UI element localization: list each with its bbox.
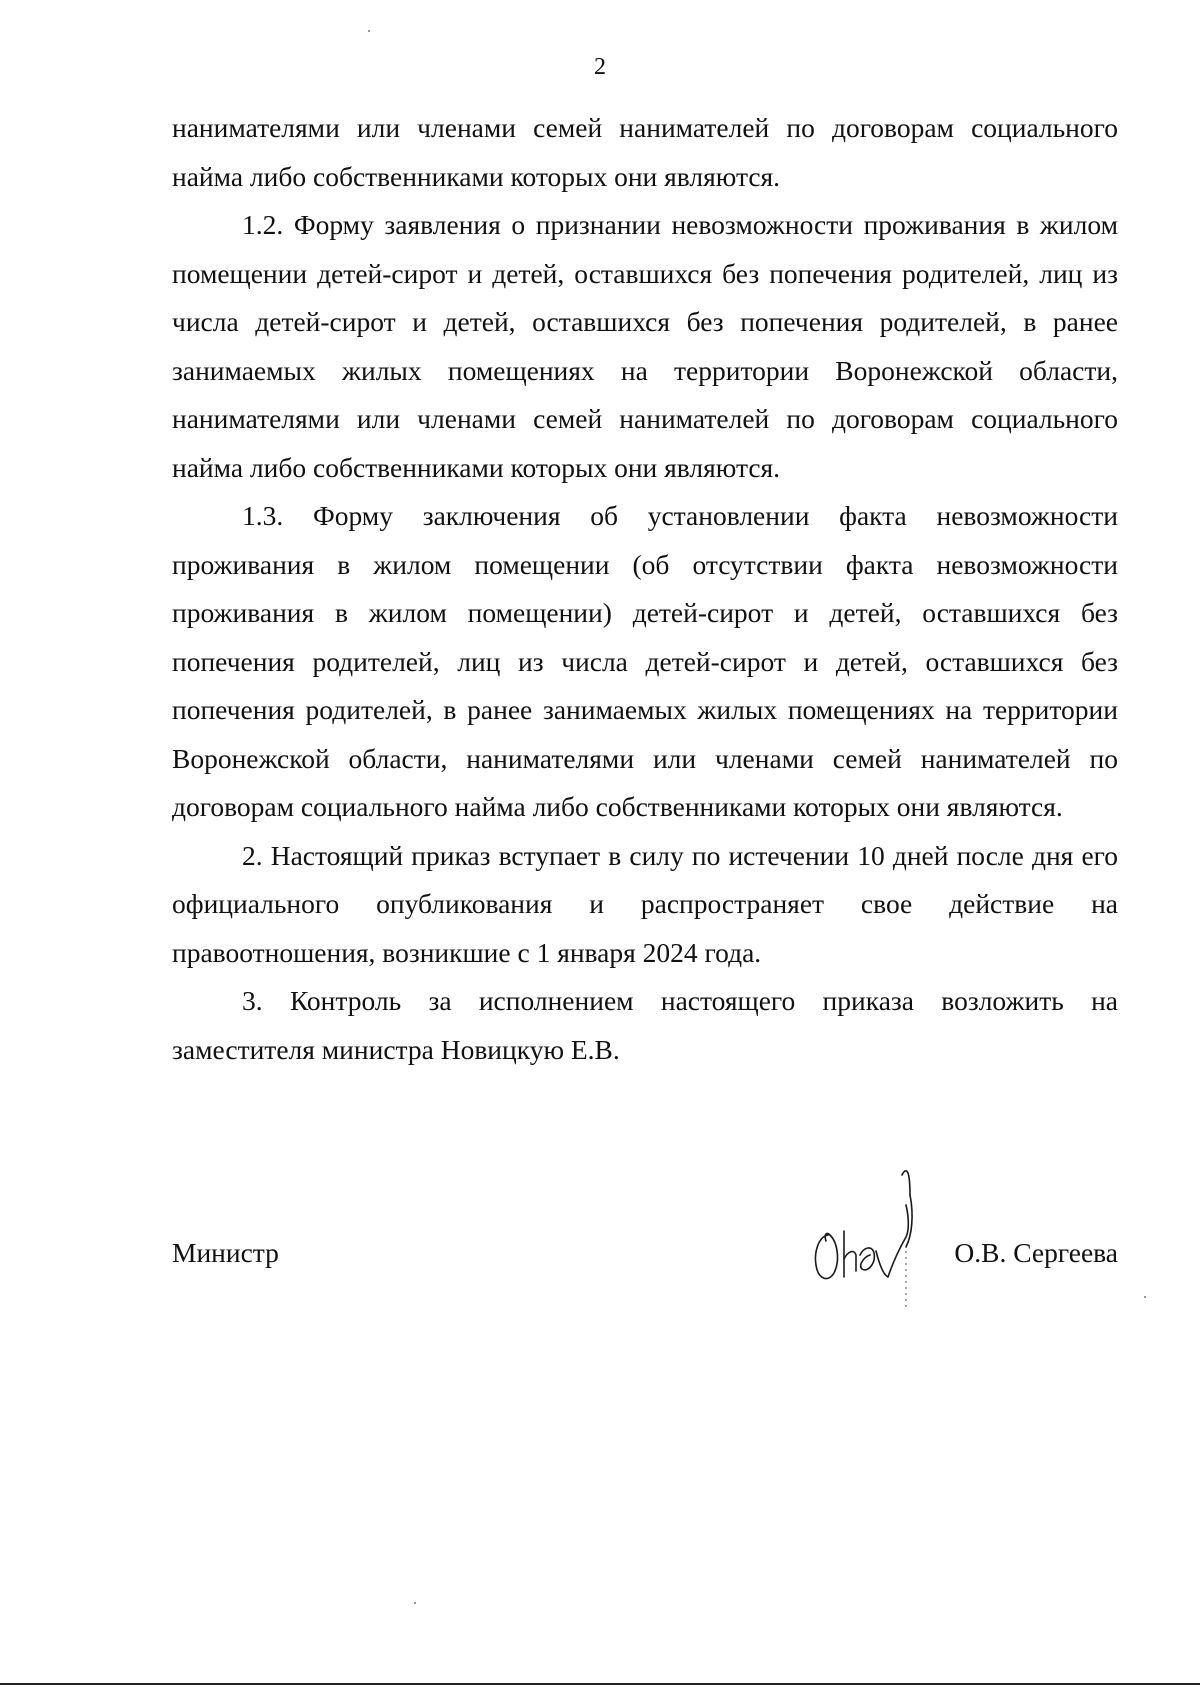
handwritten-signature [810, 1155, 940, 1315]
signatory-name: О.В. Сергеева [954, 1237, 1118, 1268]
paragraph-2: 2. Настоящий приказ вступает в силу по истечении 10 дней после дня его официального опубликования и распространяет свое действие на правоотношения, возникшие с 1 января 2024 года. [172, 839, 1118, 968]
scan-edge-line [0, 1683, 1200, 1685]
page-number: 2 [594, 54, 606, 80]
scan-speck [414, 1602, 416, 1604]
scan-speck [1144, 1296, 1146, 1298]
signatory-title: Министр [172, 1237, 279, 1268]
paragraph-1-3: 1.3. Форму заключения об установлении факта невозможности проживания в жилом помещении (об отсутствии факта невозможности проживания в жилом помещении) детей-сирот и детей, оставшихся без попечения родителей, лиц из числа детей-сирот и детей, оставшихся без попечения родителей, в ранее занимаемых жилых помещениях на территории Воронежской области, нанимателями или членами семей нанимателей по договорам социального найма либо собственниками которых они являются. [172, 500, 1118, 822]
paragraph-continuation: нанимателями или членами семей нанимателей по договорам социального найма либо собственниками которых они являются. [172, 112, 1118, 192]
document-body [172, 104, 1118, 1074]
signature-block [172, 1225, 1118, 1285]
paragraph-3: 3. Контроль за исполнением настоящего приказа возложить на заместителя министра Новицкую Е.В. [172, 985, 1118, 1065]
paragraph-1-2: 1.2. Форму заявления о признании невозможности проживания в жилом помещении детей-сирот и детей, оставшихся без попечения родителей, лиц из числа детей-сирот и детей, оставшихся без попечения родителей, в ранее занимаемых жилых помещениях на территории Воронежской области, нанимателями или членами семей нанимателей по договорам социального найма либо собственниками которых они являются. [172, 209, 1118, 483]
scan-speck [368, 30, 370, 32]
